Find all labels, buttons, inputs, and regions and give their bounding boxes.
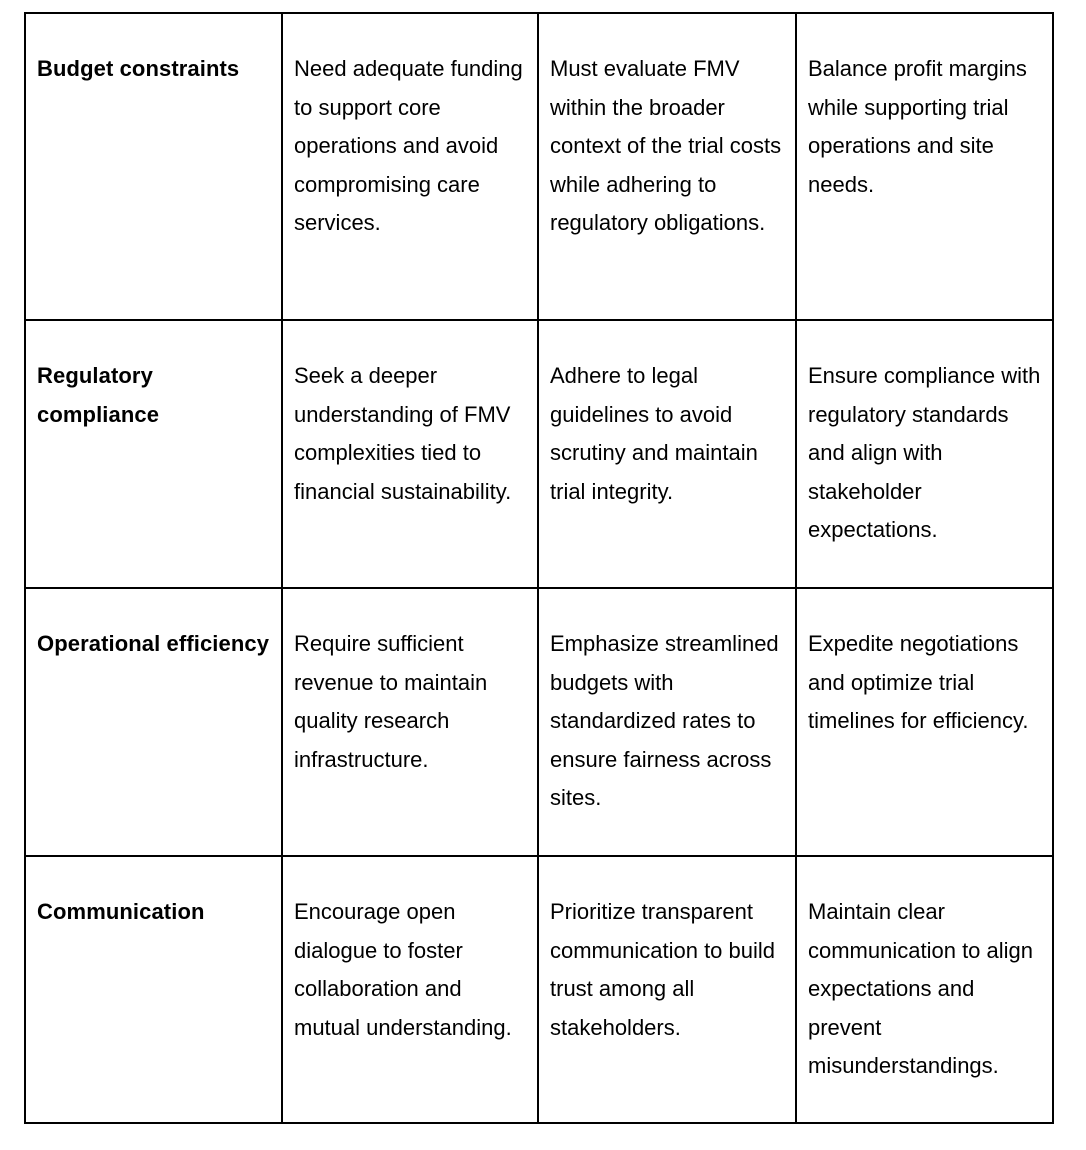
- table-row: [25, 13, 1053, 320]
- table-cell: Must evaluate FMV within the broader context of the trial costs while adhering to regulatory obligations.: [538, 13, 796, 320]
- table-cell: Need adequate funding to support core operations and avoid compromising care services.: [282, 13, 538, 320]
- table-row: [25, 320, 1053, 588]
- table-cell: Adhere to legal guidelines to avoid scrutiny and maintain trial integrity.: [538, 320, 796, 588]
- comparison-table: [24, 12, 1054, 1124]
- table-row: [25, 588, 1053, 856]
- table-cell: Seek a deeper understanding of FMV complexities tied to financial sustainability.: [282, 320, 538, 588]
- table-cell: Ensure compliance with regulatory standards and align with stakeholder expectations.: [796, 320, 1053, 588]
- table-cell: Expedite negotiations and optimize trial timelines for efficiency.: [796, 588, 1053, 856]
- table-cell: Require sufficient revenue to maintain quality research infrastructure.: [282, 588, 538, 856]
- row-label-regulatory-compliance: Regulatory compliance: [25, 320, 282, 588]
- row-label-communication: Communication: [25, 856, 282, 1123]
- table-cell: Emphasize streamlined budgets with standardized rates to ensure fairness across sites.: [538, 588, 796, 856]
- row-label-operational-efficiency: Operational efficiency: [25, 588, 282, 856]
- table-cell: Balance profit margins while supporting trial operations and site needs.: [796, 13, 1053, 320]
- row-label-budget-constraints: Budget constraints: [25, 13, 282, 320]
- table-cell: Prioritize transparent communication to build trust among all stakeholders.: [538, 856, 796, 1123]
- table-row: [25, 856, 1053, 1123]
- table-cell: Maintain clear communication to align expectations and prevent misunderstandings.: [796, 856, 1053, 1123]
- table-cell: Encourage open dialogue to foster collaboration and mutual understanding.: [282, 856, 538, 1123]
